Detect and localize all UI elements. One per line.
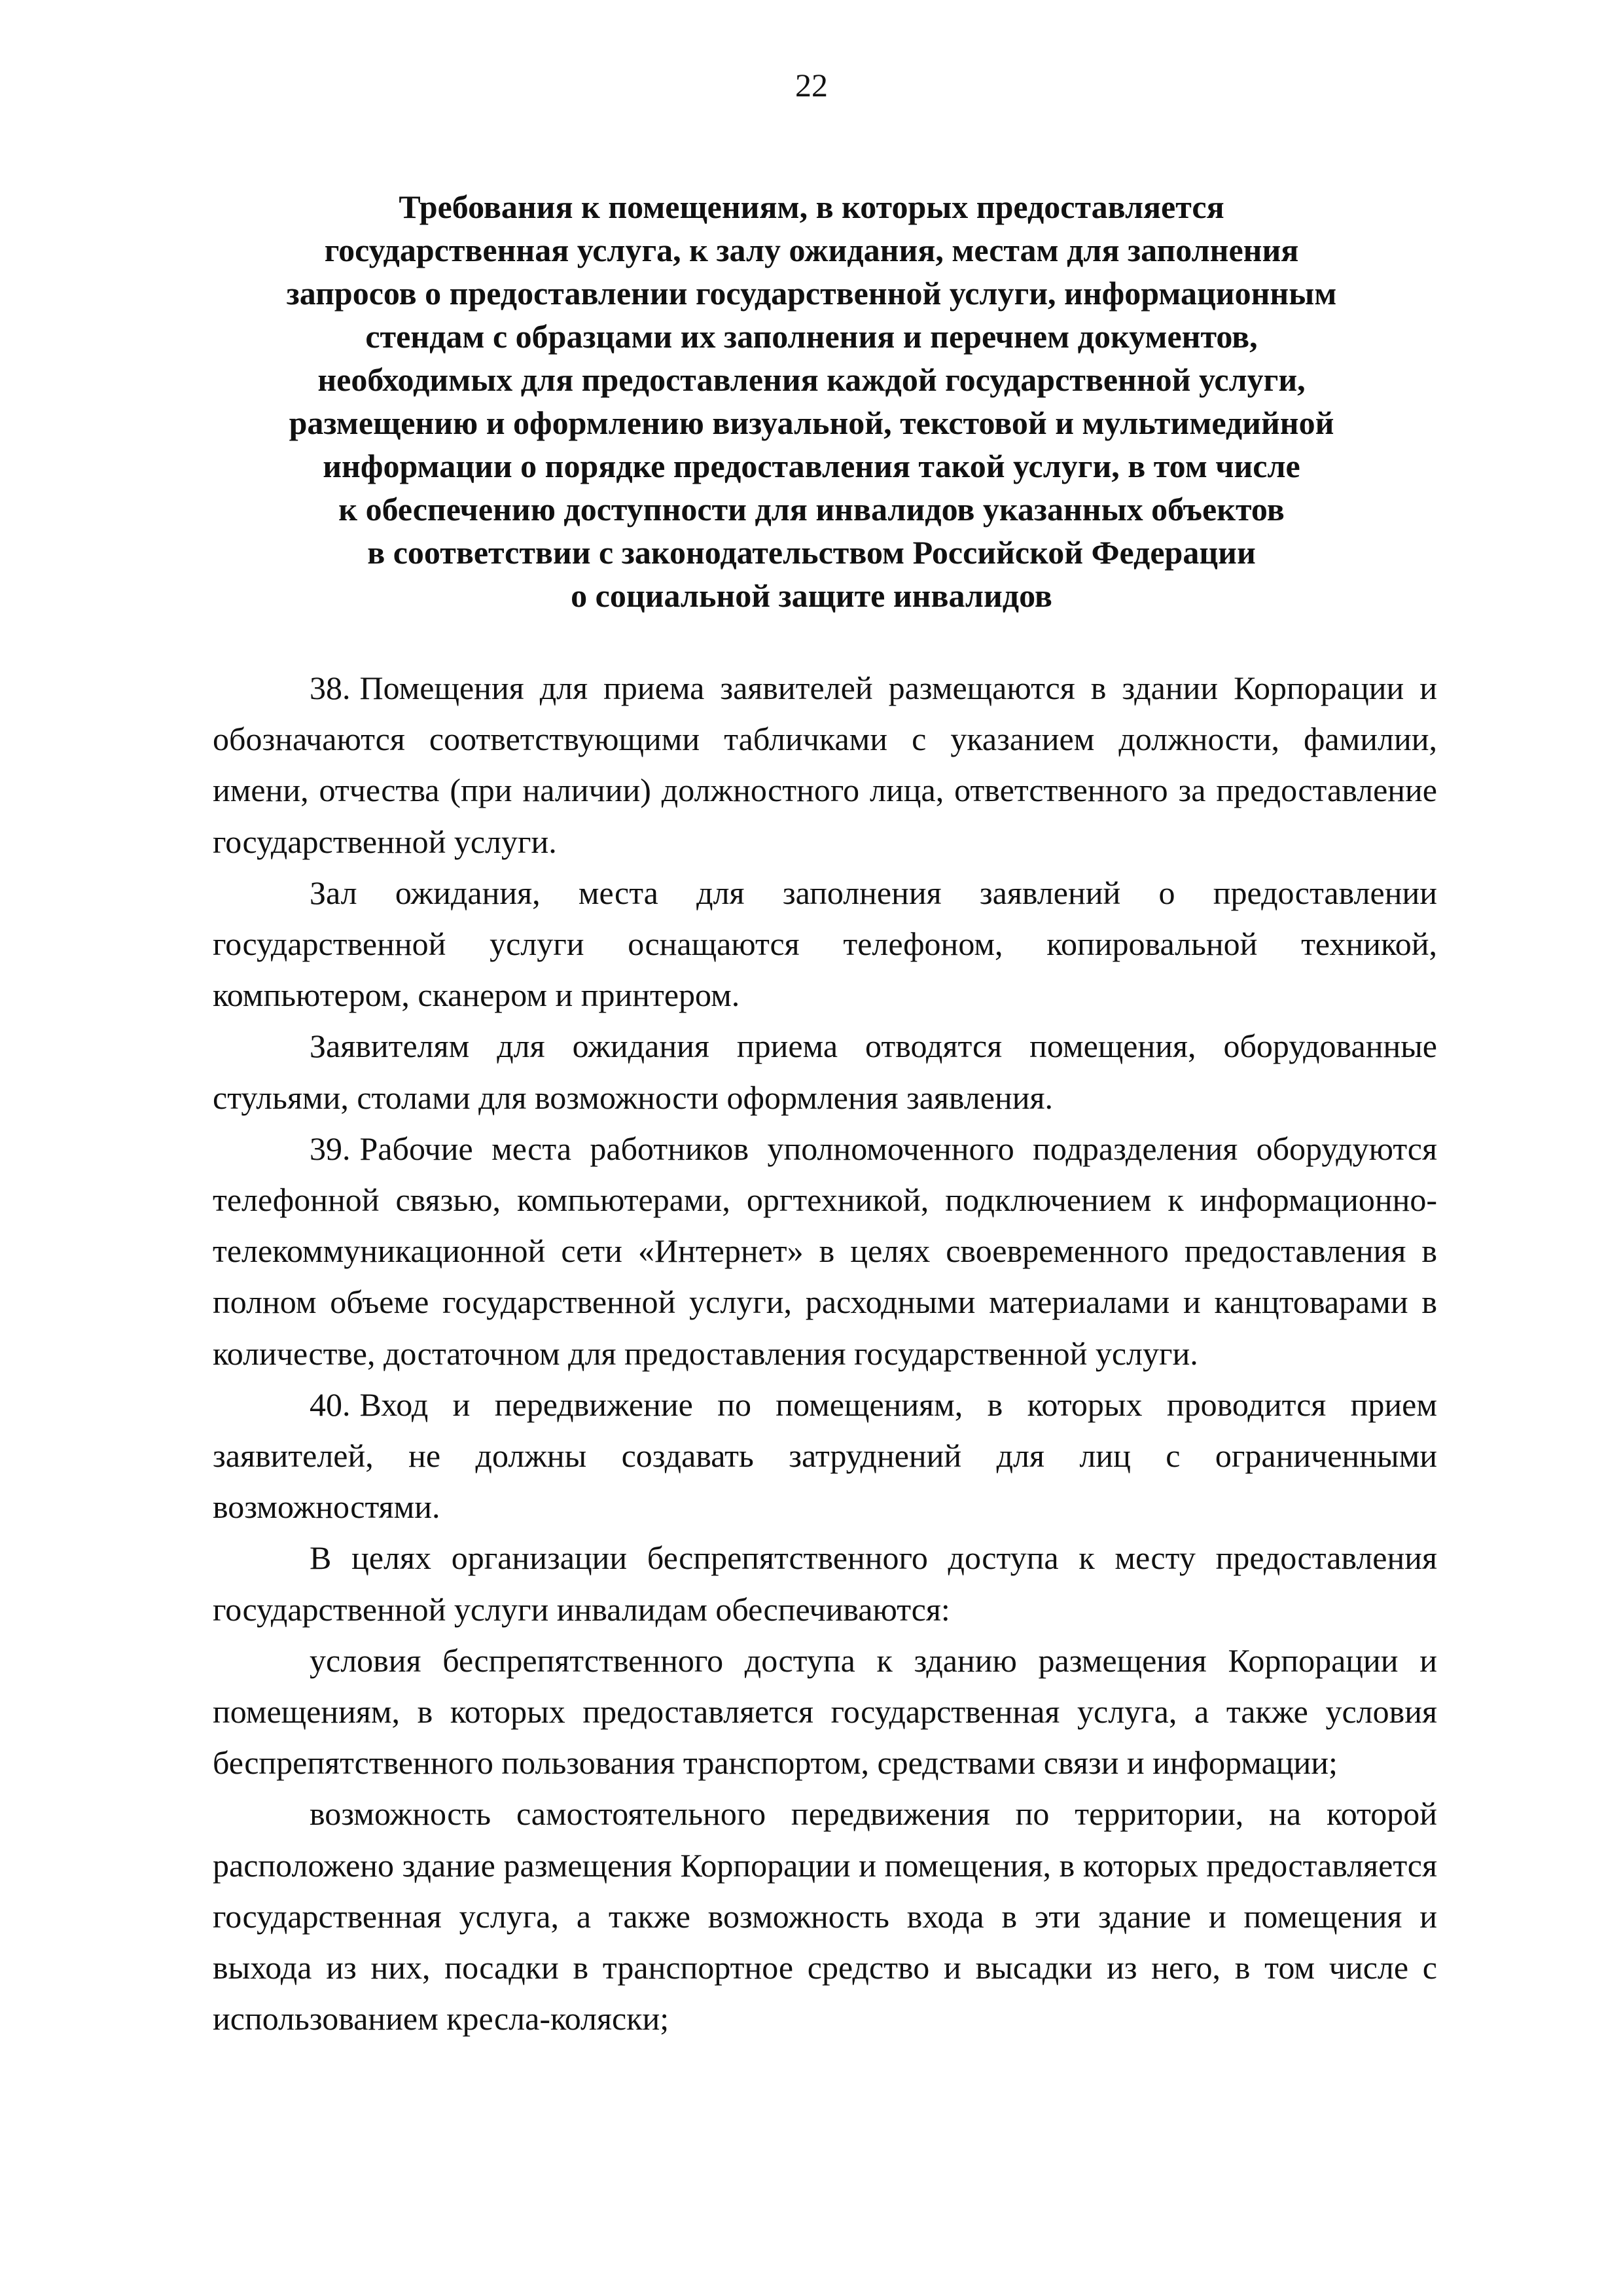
heading-line: необходимых для предоставления каждой государственной услуги, — [317, 361, 1306, 398]
paragraph-38 — [213, 662, 1437, 867]
paragraph-text: Помещения для приема заявителей размещаются в здании Корпорации и обозначаются соответствующими табличками с указанием должности, фамилии, имени, отчества (при наличии) должностного лица, ответственного за предоставление государственной услуги. — [213, 670, 1437, 860]
page-number: 22 — [795, 67, 828, 103]
paragraph-text: Рабочие места работников уполномоченного подразделения оборудуются телефонной связью, компьютерами, оргтехникой, подключением к информационно-телекоммуникационной сети «Интернет» в целях своевременного предоставления в полном объеме государственной услуги, расходными материалами и канцтоварами в количестве, достаточном для предоставления государственной услуги. — [213, 1130, 1437, 1372]
paragraph-text: условия беспрепятственного доступа к зданию размещения Корпорации и помещениям, в которых предоставляется государственная услуга, а также условия беспрепятственного пользования транспортом, средствами связи и информации; — [213, 1641, 1437, 1782]
paragraph-39 — [213, 1123, 1437, 1379]
heading-line: запросов о предоставлении государственной услуги, информационным — [286, 275, 1337, 312]
paragraph-text: Зал ожидания, места для заполнения заявлений о предоставлении государственной услуги оснащаются телефоном, копировальной техникой, компьютером, сканером и принтером. — [213, 874, 1437, 1014]
paragraph-applicant-rooms — [213, 1020, 1437, 1122]
heading-line: в соответствии с законодательством Российской Федерации — [367, 534, 1256, 571]
heading-line: размещению и оформлению визуальной, текстовой и мультимедийной — [289, 404, 1334, 441]
section-heading — [196, 185, 1427, 617]
heading-line: информации о порядке предоставления такой услуги, в том числе — [323, 448, 1300, 484]
paragraph-number: 40. — [310, 1386, 351, 1423]
heading-line: стендам с образцами их заполнения и перечнем документов, — [365, 318, 1258, 355]
heading-line: к обеспечению доступности для инвалидов указанных объектов — [338, 491, 1285, 528]
heading-line: государственная услуга, к залу ожидания, местам для заполнения — [324, 232, 1299, 268]
paragraph-40 — [213, 1379, 1437, 1533]
paragraph-text: Заявителям для ожидания приема отводятся помещения, оборудованные стульями, столами для возможности оформления заявления. — [213, 1028, 1437, 1116]
paragraph-number: 39. — [310, 1130, 351, 1167]
paragraph-waiting-hall — [213, 867, 1437, 1021]
paragraph-movement-possibility — [213, 1788, 1437, 2044]
paragraph-accessibility-intro — [213, 1532, 1437, 1634]
heading-line: Требования к помещениям, в которых предоставляется — [399, 188, 1224, 225]
paragraph-number: 38. — [310, 670, 351, 706]
document-body — [213, 662, 1437, 2044]
paragraph-text: Вход и передвижение по помещениям, в которых проводится прием заявителей, не должны создавать затруднений для лиц с ограниченными возможностями. — [213, 1386, 1437, 1526]
paragraph-text: возможность самостоятельного передвижения по территории, на которой расположено здание размещения Корпорации и помещения, в которых предоставляется государственная услуга, а также возможность входа в эти здание и помещения и выхода из них, посадки в транспортное средство и высадки из него, в том числе с использованием кресла-коляски; — [213, 1795, 1437, 2037]
paragraph-text: В целях организации беспрепятственного доступа к месту предоставления государственной услуги инвалидам обеспечиваются: — [213, 1539, 1437, 1628]
paragraph-access-conditions — [213, 1635, 1437, 1789]
heading-line: о социальной защите инвалидов — [571, 577, 1052, 614]
